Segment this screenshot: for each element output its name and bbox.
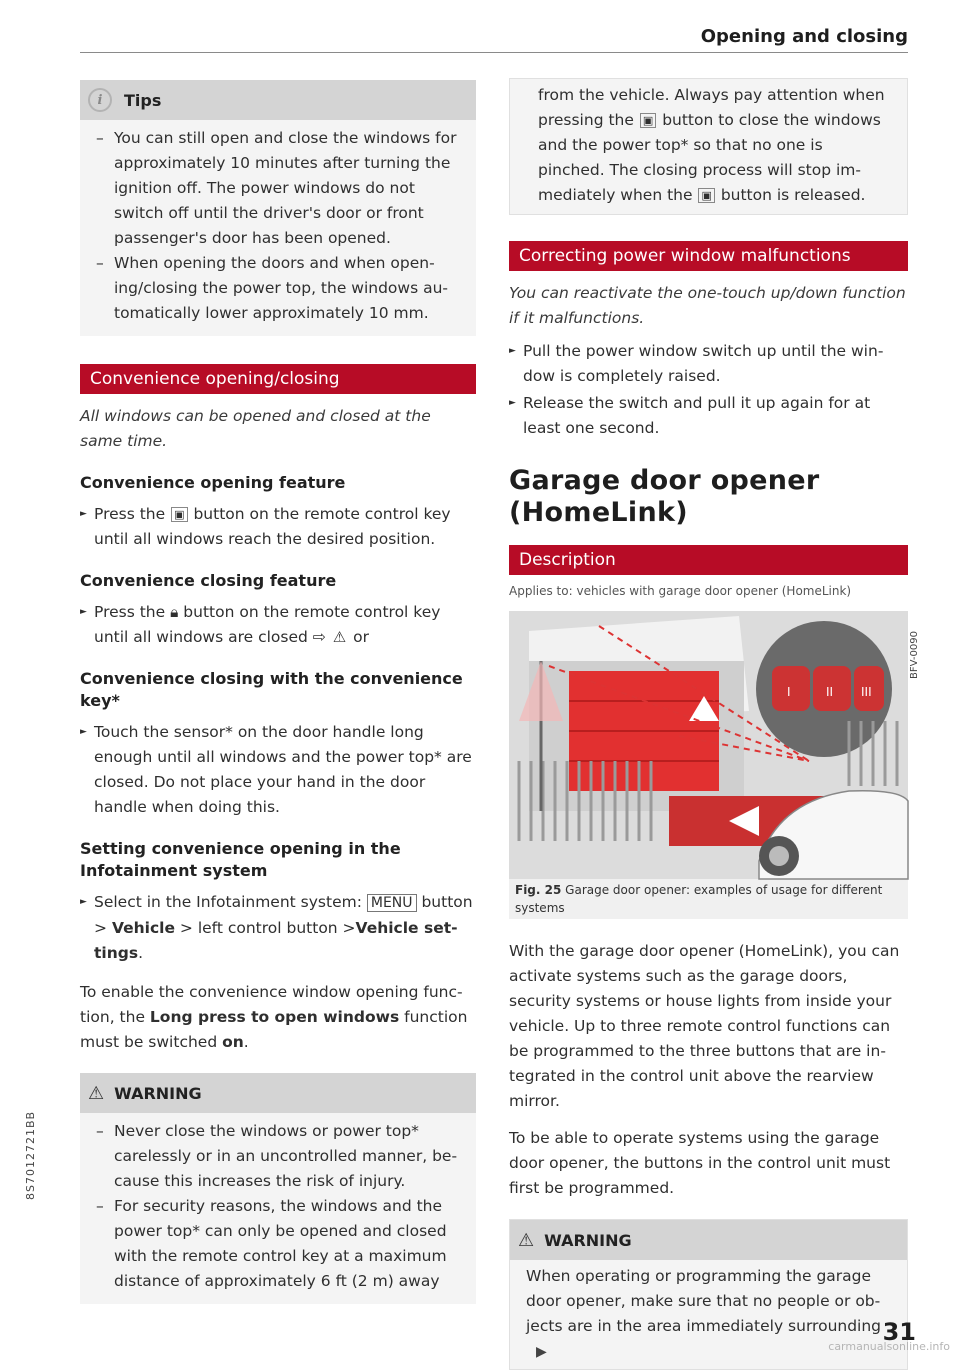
tips-item: – When opening the doors and when opening/closing the power top, the windows automatically lower approximately 10 mm. bbox=[96, 251, 460, 326]
step-convenience-key: ► Touch the sensor* on the door handle long enough until all windows and the power top* are closed. Do not place your hand in the door handle when doing this. bbox=[80, 720, 476, 820]
step-malfunction: ► Pull the power window switch up until the window is completely raised. bbox=[509, 339, 908, 389]
subheading-closing: Convenience closing feature bbox=[80, 571, 337, 590]
warning-header bbox=[80, 1073, 476, 1113]
window-button-icon: ▣ bbox=[698, 188, 714, 203]
section-heading-malfunctions: Correcting power window malfunctions bbox=[509, 241, 908, 271]
section-heading-convenience: Convenience opening/closing bbox=[80, 364, 476, 394]
watermark: carmanualsonline.info bbox=[828, 1340, 950, 1353]
header-divider bbox=[80, 52, 908, 53]
body-paragraph: To be able to operate systems using the garage door opener, the buttons in the control unit must first be programmed. bbox=[509, 1129, 891, 1197]
tips-title: Tips bbox=[124, 90, 162, 110]
warning-text: When operating or programming the garage door opener, make sure that no people or objects are in the area immediately surrounding ▶ bbox=[526, 1267, 882, 1360]
tips-box bbox=[80, 80, 476, 336]
chapter-title: Garage door opener (HomeLink) bbox=[509, 465, 820, 528]
enable-paragraph: To enable the convenience window opening function, the Long press to open windows function must be switched on. bbox=[80, 983, 468, 1051]
warning-triangle-icon: ⚠ bbox=[518, 1229, 535, 1251]
section-intro: You can reactivate the one-touch up/down function if it malfunctions. bbox=[509, 284, 906, 327]
warning-triangle-icon: ⚠ bbox=[332, 628, 347, 646]
window-button-icon: ▣ bbox=[171, 507, 187, 522]
warning-header bbox=[510, 1220, 907, 1260]
garage-illustration bbox=[509, 611, 908, 879]
section-heading-description: Description bbox=[509, 545, 908, 575]
right-column bbox=[509, 78, 920, 1370]
figure-code: BFV-0090 bbox=[909, 631, 920, 679]
subheading-convenience-key: Convenience closing with the convenience key* bbox=[80, 669, 463, 710]
warning-title: WARNING bbox=[114, 1083, 202, 1103]
svg-text:I: I bbox=[787, 685, 791, 699]
subheading-infotainment: Setting convenience opening in the Infotainment system bbox=[80, 839, 401, 880]
warning-continued-box bbox=[509, 78, 908, 215]
warning-item: – Never close the windows or power top* carelessly or in an uncontrolled manner, because this increases the risk of injury. bbox=[96, 1119, 460, 1194]
page-header-title: Opening and closing bbox=[700, 26, 908, 47]
body-paragraph: With the garage door opener (HomeLink), you can activate systems such as the garage doors, security systems or house lights from inside your vehicle. Up to three remote control functions can be programmed to the three buttons that are integrated in the control unit above the rearview mirror. bbox=[509, 942, 900, 1110]
figure-caption: Fig. 25 Garage door opener: examples of usage for different systems bbox=[509, 879, 908, 919]
page-number: 31 bbox=[882, 1318, 916, 1346]
warning-continued-text: from the vehicle. Always pay attention when pressing the ▣ button to close the windows and the power top* so that no one is pinched. The closing process will stop immediately when the ▣ button is released. bbox=[538, 86, 885, 204]
step-opening: ► Press the ▣ button on the remote control key until all windows reach the desired position. bbox=[80, 502, 476, 552]
step-infotainment: ► Select in the Infotainment system: MENU button > Vehicle > left control button >Vehicle settings. bbox=[80, 890, 476, 966]
step-closing: ► Press the 🔒︎ button on the remote control key until all windows are closed ⇨ ⚠ or bbox=[80, 600, 476, 650]
window-button-icon: ▣ bbox=[640, 113, 656, 128]
warning-title: WARNING bbox=[544, 1230, 632, 1250]
tips-header bbox=[80, 80, 476, 120]
warning-item: – For security reasons, the windows and the power top* can only be opened and closed with the remote control key at a maximum distance of approximately 6 ft (2 m) away bbox=[96, 1194, 460, 1294]
left-column bbox=[80, 80, 476, 1304]
svg-text:II: II bbox=[826, 685, 834, 699]
document-code: 8S7012721BB bbox=[24, 1110, 37, 1200]
applies-to: Applies to: vehicles with garage door opener (HomeLink) bbox=[509, 584, 852, 598]
menu-key: MENU bbox=[367, 894, 417, 912]
svg-text:III: III bbox=[861, 685, 872, 699]
step-malfunction: ► Release the switch and pull it up again for at least one second. bbox=[509, 391, 908, 441]
section-intro: All windows can be opened and closed at the same time. bbox=[80, 407, 431, 450]
figure-garage-door-opener bbox=[509, 611, 920, 879]
subheading-opening: Convenience opening feature bbox=[80, 473, 346, 492]
info-icon: i bbox=[88, 88, 112, 112]
tips-item: – You can still open and close the windows for approximately 10 minutes after turning the ignition off. The power windows do not switch off until the driver's door or front passenger's door has been opened. bbox=[96, 126, 460, 251]
warning-box-left bbox=[80, 1073, 476, 1304]
lock-icon: 🔒︎ bbox=[170, 603, 179, 621]
continue-arrow-icon: ▶ bbox=[536, 1344, 547, 1360]
warning-triangle-icon: ⚠ bbox=[88, 1082, 105, 1104]
